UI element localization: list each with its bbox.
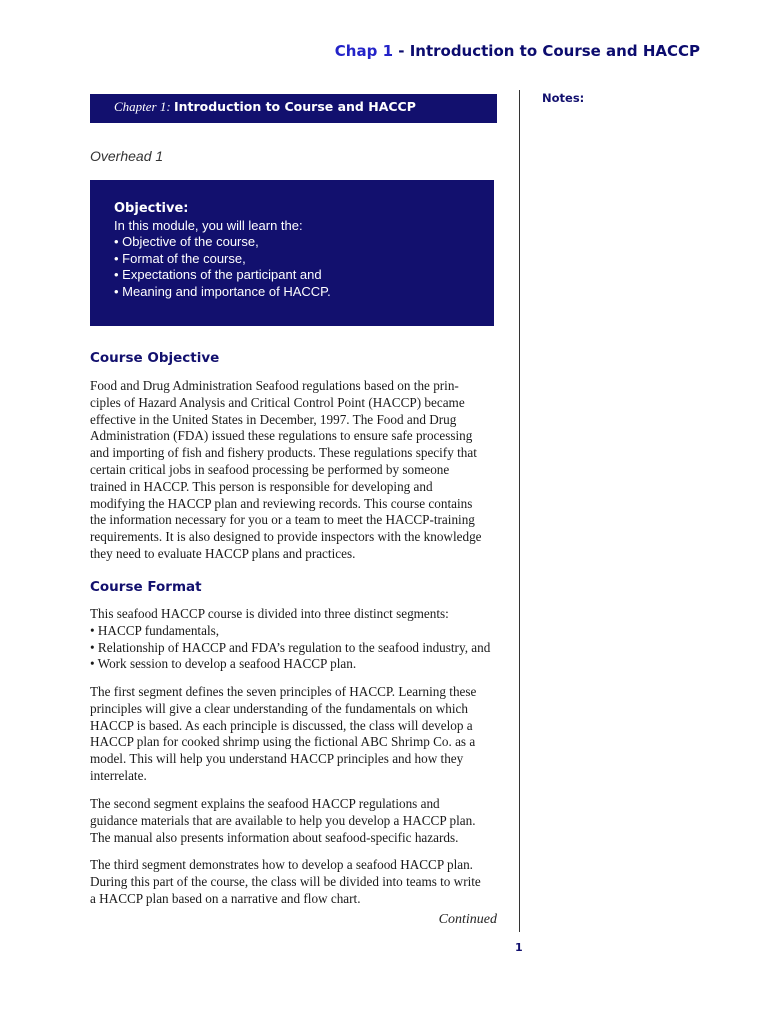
running-header (335, 42, 700, 60)
chapter-banner (90, 94, 497, 123)
bullet-line: • HACCP fundamentals, (90, 622, 220, 638)
paragraph-line: Administration (FDA) issued these regulations to ensure safe processing (90, 428, 473, 444)
chapter-banner-title: Introduction to Course and HACCP (173, 99, 416, 114)
paragraph-line: HACCP plan for cooked shrimp using the fictional ABC Shrimp Co. as a (90, 734, 476, 750)
bullet-line: • Relationship of HACCP and FDA’s regulation to the seafood industry, and (90, 639, 491, 655)
third-segment-paragraph (90, 857, 500, 907)
paragraph-line: a HACCP plan based on a narrative and flow chart. (90, 890, 361, 906)
paragraph-line: HACCP is based. As each principle is discussed, the class will develop a (90, 717, 473, 733)
first-segment-paragraph (90, 684, 500, 785)
objective-list-item: • Expectations of the participant and (114, 267, 322, 283)
paragraph-line: The first segment defines the seven principles of HACCP. Learning these (90, 684, 477, 699)
course-objective-paragraph (90, 378, 500, 563)
paragraph-line: modifying the HACCP plan and reviewing records. This course contains (90, 495, 473, 511)
paragraph-line: certain critical jobs in seafood processing be performed by someone (90, 461, 450, 477)
paragraph-line: principles will give a clear understanding of the fundamentals on which (90, 700, 468, 716)
objective-box-intro: In this module, you will learn the: (114, 217, 303, 233)
course-format-heading: Course Format (90, 579, 202, 595)
continued-label: Continued (438, 912, 497, 927)
objective-list-item: • Format of the course, (114, 250, 246, 266)
paragraph-line: interrelate. (90, 767, 147, 783)
paragraph-line: This seafood HACCP course is divided into three distinct segments: (90, 606, 449, 621)
objective-box-title: Objective: (114, 201, 189, 216)
paragraph-line: model. This will help you understand HACCP principles and how they (90, 751, 464, 767)
paragraph-line: ciples of Hazard Analysis and Critical Control Point (HACCP) became (90, 394, 465, 410)
running-header-title: Introduction to Course and HACCP (409, 42, 700, 60)
running-header-chapter: Chap 1 (334, 42, 394, 60)
column-divider (519, 90, 520, 932)
paragraph-line: During this part of the course, the class will be divided into teams to write (90, 873, 481, 889)
page-number: 1 (515, 941, 523, 954)
paragraph-line: The manual also presents information about seafood-specific hazards. (90, 829, 459, 845)
objective-list-item: • Meaning and importance of HACCP. (114, 283, 331, 299)
paragraph-line: they need to evaluate HACCP plans and practices. (90, 545, 356, 561)
paragraph-line: guidance materials that are available to help you develop a HACCP plan. (90, 812, 476, 828)
notes-label: Notes: (542, 91, 585, 105)
objective-list-item: • Objective of the course, (114, 234, 259, 250)
running-header-separator: - (393, 42, 410, 60)
paragraph-line: requirements. It is also designed to provide inspectors with the knowledge (90, 529, 482, 545)
overhead-label: Overhead 1 (90, 148, 164, 164)
objective-list (114, 234, 494, 300)
bullet-line: • Work session to develop a seafood HACCP plan. (90, 656, 357, 672)
course-objective-heading: Course Objective (90, 350, 220, 366)
paragraph-line: and importing of fish and fishery products. These regulations specify that (90, 445, 477, 461)
paragraph-line: the information necessary for you or a team to meet the HACCP-training (90, 512, 475, 528)
paragraph-line: The third segment demonstrates how to develop a seafood HACCP plan. (90, 857, 473, 872)
chapter-banner-prefix: Chapter 1: (114, 99, 171, 114)
objective-box (90, 180, 494, 326)
paragraph-line: Food and Drug Administration Seafood regulations based on the prin- (90, 378, 459, 393)
paragraph-line: trained in HACCP. This person is responsible for developing and (90, 478, 433, 494)
paragraph-line: The second segment explains the seafood HACCP regulations and (90, 796, 440, 811)
paragraph-line: effective in the United States in December, 1997. The Food and Drug (90, 411, 457, 427)
second-segment-paragraph (90, 796, 500, 846)
course-format-intro (90, 606, 500, 673)
